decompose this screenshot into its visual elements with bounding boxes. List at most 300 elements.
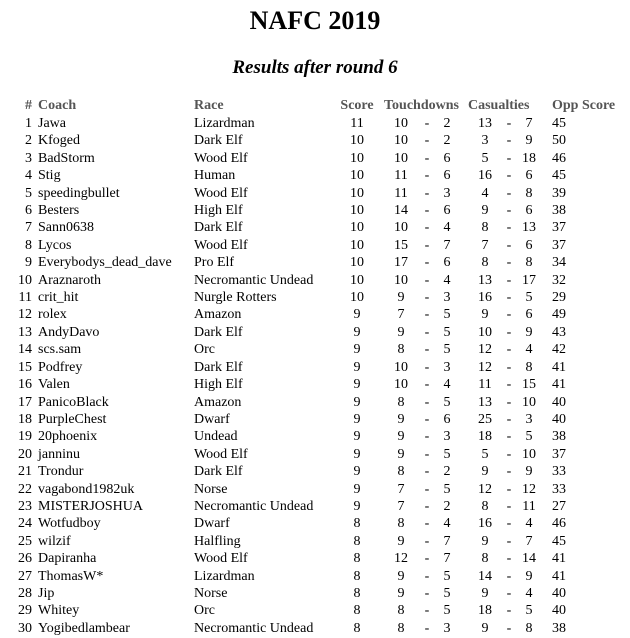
touchdowns-for-cell: 10: [394, 150, 408, 166]
score-cell: 9: [353, 307, 361, 323]
touchdowns-separator: -: [424, 568, 430, 584]
coach-cell: Besters: [38, 203, 80, 219]
casualties-against-cell: 14: [522, 551, 536, 567]
opp-score-cell: 32: [552, 272, 566, 288]
casualties-separator: -: [506, 255, 512, 271]
casualties-separator: -: [506, 359, 512, 375]
casualties-against-cell: 11: [522, 498, 536, 514]
touchdowns-for-cell: 9: [397, 290, 405, 306]
casualties-for-cell: 8: [481, 220, 489, 236]
casualties-separator: -: [506, 203, 512, 219]
touchdowns-against-cell: 3: [443, 620, 451, 636]
touchdowns-for-cell: 8: [397, 620, 405, 636]
race-cell: Wood Elf: [194, 551, 248, 567]
touchdowns-for-cell: 9: [397, 411, 405, 427]
casualties-separator: -: [506, 429, 512, 445]
touchdowns-against-cell: 5: [443, 446, 451, 462]
score-cell: 10: [350, 290, 364, 306]
race-cell: Wood Elf: [194, 237, 248, 253]
touchdowns-for-cell: 9: [397, 446, 405, 462]
table-row: [4, 411, 615, 428]
casualties-against-cell: 8: [525, 620, 533, 636]
casualties-for-cell: 10: [478, 324, 492, 340]
table-row: [4, 185, 615, 202]
rank-cell: 27: [18, 568, 32, 584]
casualties-against-cell: 6: [525, 307, 533, 323]
touchdowns-separator: -: [424, 185, 430, 201]
touchdowns-for-cell: 11: [394, 168, 408, 184]
touchdowns-against-cell: 4: [443, 516, 451, 532]
race-cell: Lizardman: [194, 116, 255, 131]
table-row: [4, 550, 615, 567]
coach-cell: Stig: [38, 168, 61, 184]
casualties-against-cell: 7: [525, 533, 533, 549]
header-score: Score: [340, 97, 374, 113]
table-row: [4, 289, 615, 306]
header-coach: Coach: [38, 97, 77, 113]
rank-cell: 15: [18, 359, 32, 375]
casualties-separator: -: [506, 116, 512, 131]
coach-cell: MISTERJOSHUA: [38, 498, 144, 514]
opp-score-cell: 40: [552, 394, 566, 410]
coach-cell: Jawa: [38, 116, 66, 131]
table-row: [4, 272, 615, 289]
coach-cell: Valen: [38, 377, 70, 393]
casualties-against-cell: 4: [525, 516, 533, 532]
touchdowns-against-cell: 5: [443, 481, 451, 497]
race-cell: Wood Elf: [194, 185, 248, 201]
opp-score-cell: 40: [552, 585, 566, 601]
table-row: [4, 202, 615, 219]
touchdowns-for-cell: 7: [397, 307, 405, 323]
touchdowns-for-cell: 9: [397, 429, 405, 445]
touchdowns-for-cell: 9: [397, 568, 405, 584]
casualties-for-cell: 12: [478, 481, 492, 497]
casualties-for-cell: 8: [481, 255, 489, 271]
race-cell: Dwarf: [194, 516, 230, 532]
table-row: [4, 515, 615, 532]
casualties-against-cell: 3: [525, 411, 533, 427]
casualties-against-cell: 4: [525, 585, 533, 601]
casualties-separator: -: [506, 516, 512, 532]
casualties-against-cell: 9: [525, 324, 533, 340]
header-opp-score: Opp Score: [552, 97, 616, 113]
opp-score-cell: 37: [552, 237, 566, 253]
coach-cell: Kfoged: [38, 133, 80, 149]
coach-cell: Sann0638: [38, 220, 94, 236]
score-cell: 9: [353, 498, 361, 514]
casualties-against-cell: 9: [525, 464, 533, 480]
coach-cell: rolex: [38, 307, 67, 323]
race-cell: Halfling: [194, 533, 241, 549]
score-cell: 10: [350, 150, 364, 166]
casualties-for-cell: 9: [481, 620, 489, 636]
rank-cell: 21: [18, 464, 32, 480]
casualties-against-cell: 5: [525, 429, 533, 445]
rank-cell: 20: [18, 446, 32, 462]
touchdowns-separator: -: [424, 533, 430, 549]
race-cell: Necromantic Undead: [194, 272, 314, 288]
opp-score-cell: 45: [552, 116, 566, 131]
table-row: [4, 219, 615, 236]
score-cell: 8: [353, 533, 361, 549]
opp-score-cell: 41: [552, 568, 566, 584]
casualties-for-cell: 16: [478, 516, 492, 532]
touchdowns-against-cell: 6: [443, 203, 451, 219]
touchdowns-against-cell: 6: [443, 255, 451, 271]
touchdowns-against-cell: 3: [443, 359, 451, 375]
score-cell: 9: [353, 481, 361, 497]
casualties-separator: -: [506, 377, 512, 393]
casualties-against-cell: 10: [522, 394, 536, 410]
score-cell: 10: [350, 168, 364, 184]
touchdowns-separator: -: [424, 516, 430, 532]
touchdowns-against-cell: 5: [443, 324, 451, 340]
coach-cell: speedingbullet: [38, 185, 120, 201]
opp-score-cell: 45: [552, 168, 566, 184]
touchdowns-separator: -: [424, 411, 430, 427]
score-cell: 9: [353, 411, 361, 427]
page-subtitle: Results after round 6: [232, 57, 398, 78]
touchdowns-against-cell: 5: [443, 307, 451, 323]
touchdowns-against-cell: 2: [443, 464, 451, 480]
casualties-separator: -: [506, 620, 512, 636]
touchdowns-separator: -: [424, 290, 430, 306]
touchdowns-separator: -: [424, 498, 430, 514]
touchdowns-separator: -: [424, 116, 430, 131]
casualties-against-cell: 13: [522, 220, 536, 236]
rank-cell: 13: [18, 324, 32, 340]
touchdowns-against-cell: 4: [443, 377, 451, 393]
touchdowns-for-cell: 8: [397, 394, 405, 410]
touchdowns-separator: -: [424, 220, 430, 236]
race-cell: Dark Elf: [194, 324, 243, 340]
table-row: [4, 132, 615, 149]
touchdowns-for-cell: 8: [397, 516, 405, 532]
casualties-against-cell: 12: [522, 481, 536, 497]
opp-score-cell: 39: [552, 185, 566, 201]
casualties-for-cell: 12: [478, 359, 492, 375]
touchdowns-separator: -: [424, 551, 430, 567]
touchdowns-for-cell: 8: [397, 464, 405, 480]
rank-cell: 23: [18, 498, 32, 514]
casualties-for-cell: 8: [481, 551, 489, 567]
touchdowns-for-cell: 8: [397, 342, 405, 358]
casualties-separator: -: [506, 481, 512, 497]
race-cell: Human: [194, 168, 236, 184]
race-cell: High Elf: [194, 377, 243, 393]
opp-score-cell: 45: [552, 533, 566, 549]
touchdowns-for-cell: 7: [397, 481, 405, 497]
touchdowns-for-cell: 8: [397, 603, 405, 619]
rank-cell: 25: [18, 533, 32, 549]
casualties-for-cell: 13: [478, 394, 492, 410]
coach-cell: Yogibedlambear: [38, 620, 130, 636]
touchdowns-against-cell: 2: [443, 116, 451, 131]
touchdowns-for-cell: 7: [397, 498, 405, 514]
coach-cell: wilzif: [38, 533, 71, 549]
table-row: [4, 359, 615, 376]
table-row: [4, 150, 615, 167]
coach-cell: 20phoenix: [38, 429, 98, 445]
rank-cell: 3: [25, 150, 32, 166]
coach-cell: Wotfudboy: [38, 516, 101, 532]
rank-cell: 17: [18, 394, 32, 410]
table-row: [4, 446, 615, 463]
casualties-against-cell: 7: [525, 116, 533, 131]
opp-score-cell: 41: [552, 551, 566, 567]
rank-cell: 4: [25, 168, 32, 184]
score-cell: 8: [353, 568, 361, 584]
casualties-for-cell: 5: [481, 150, 489, 166]
touchdowns-separator: -: [424, 324, 430, 340]
touchdowns-against-cell: 7: [443, 551, 451, 567]
casualties-for-cell: 18: [478, 603, 492, 619]
casualties-separator: -: [506, 150, 512, 166]
casualties-for-cell: 3: [481, 133, 489, 149]
race-cell: Dark Elf: [194, 133, 243, 149]
race-cell: Dark Elf: [194, 464, 243, 480]
casualties-separator: -: [506, 411, 512, 427]
score-cell: 8: [353, 516, 361, 532]
casualties-for-cell: 13: [478, 272, 492, 288]
touchdowns-separator: -: [424, 464, 430, 480]
opp-score-cell: 49: [552, 307, 566, 323]
table-row: [4, 481, 615, 498]
casualties-for-cell: 9: [481, 307, 489, 323]
opp-score-cell: 46: [552, 516, 566, 532]
casualties-separator: -: [506, 568, 512, 584]
coach-cell: vagabond1982uk: [38, 481, 135, 497]
touchdowns-for-cell: 10: [394, 359, 408, 375]
coach-cell: Whitey: [38, 603, 80, 619]
opp-score-cell: 34: [552, 255, 566, 271]
opp-score-cell: 40: [552, 411, 566, 427]
coach-cell: AndyDavo: [38, 324, 100, 340]
casualties-for-cell: 16: [478, 290, 492, 306]
race-cell: High Elf: [194, 203, 243, 219]
touchdowns-against-cell: 4: [443, 220, 451, 236]
touchdowns-separator: -: [424, 342, 430, 358]
opp-score-cell: 29: [552, 290, 566, 306]
casualties-for-cell: 9: [481, 533, 489, 549]
touchdowns-for-cell: 10: [394, 220, 408, 236]
header-touchdowns: Touchdowns: [384, 97, 459, 113]
touchdowns-against-cell: 5: [443, 342, 451, 358]
casualties-separator: -: [506, 324, 512, 340]
table-row: [4, 498, 615, 515]
casualties-separator: -: [506, 290, 512, 306]
touchdowns-separator: -: [424, 429, 430, 445]
touchdowns-for-cell: 10: [394, 133, 408, 149]
table-row: [4, 324, 615, 341]
race-cell: Norse: [194, 585, 228, 601]
opp-score-cell: 46: [552, 150, 566, 166]
coach-cell: ThomasW*: [38, 568, 104, 584]
race-cell: Amazon: [194, 394, 242, 410]
touchdowns-against-cell: 7: [443, 237, 451, 253]
table-row: [4, 237, 615, 254]
touchdowns-separator: -: [424, 237, 430, 253]
rank-cell: 14: [18, 342, 32, 358]
coach-cell: BadStorm: [38, 150, 95, 166]
score-cell: 10: [350, 133, 364, 149]
table-row: [4, 620, 615, 637]
page-title: NAFC 2019: [249, 6, 381, 35]
casualties-against-cell: 18: [522, 150, 536, 166]
touchdowns-against-cell: 6: [443, 411, 451, 427]
coach-cell: PanicoBlack: [38, 394, 109, 410]
casualties-separator: -: [506, 237, 512, 253]
touchdowns-for-cell: 10: [394, 116, 408, 131]
rank-cell: 18: [18, 411, 32, 427]
casualties-for-cell: 16: [478, 168, 492, 184]
touchdowns-separator: -: [424, 585, 430, 601]
casualties-for-cell: 11: [478, 377, 492, 393]
rank-cell: 12: [18, 307, 32, 323]
touchdowns-separator: -: [424, 394, 430, 410]
table-header-row: [4, 96, 615, 115]
casualties-separator: -: [506, 603, 512, 619]
opp-score-cell: 27: [552, 498, 566, 514]
opp-score-cell: 50: [552, 133, 566, 149]
table-row: [4, 341, 615, 358]
touchdowns-separator: -: [424, 255, 430, 271]
opp-score-cell: 43: [552, 324, 566, 340]
casualties-against-cell: 9: [525, 133, 533, 149]
casualties-against-cell: 17: [522, 272, 536, 288]
casualties-for-cell: 13: [478, 116, 492, 131]
score-cell: 10: [350, 185, 364, 201]
opp-score-cell: 37: [552, 220, 566, 236]
touchdowns-separator: -: [424, 272, 430, 288]
rank-cell: 9: [25, 255, 32, 271]
casualties-against-cell: 8: [525, 255, 533, 271]
table-row: [4, 585, 615, 602]
casualties-separator: -: [506, 551, 512, 567]
rank-cell: 1: [25, 116, 32, 131]
touchdowns-for-cell: 9: [397, 324, 405, 340]
touchdowns-separator: -: [424, 307, 430, 323]
score-cell: 9: [353, 377, 361, 393]
touchdowns-against-cell: 6: [443, 150, 451, 166]
race-cell: Wood Elf: [194, 446, 248, 462]
casualties-against-cell: 9: [525, 568, 533, 584]
touchdowns-for-cell: 15: [394, 237, 408, 253]
casualties-for-cell: 25: [478, 411, 492, 427]
coach-cell: Lycos: [38, 237, 72, 253]
casualties-against-cell: 6: [525, 237, 533, 253]
casualties-separator: -: [506, 133, 512, 149]
score-cell: 10: [350, 237, 364, 253]
coach-cell: Jip: [38, 585, 55, 601]
casualties-for-cell: 8: [481, 498, 489, 514]
casualties-against-cell: 5: [525, 603, 533, 619]
casualties-for-cell: 9: [481, 464, 489, 480]
race-cell: Pro Elf: [194, 255, 235, 271]
touchdowns-separator: -: [424, 359, 430, 375]
race-cell: Orc: [194, 603, 215, 619]
race-cell: Dwarf: [194, 411, 230, 427]
touchdowns-against-cell: 5: [443, 603, 451, 619]
opp-score-cell: 33: [552, 481, 566, 497]
score-cell: 8: [353, 620, 361, 636]
score-cell: 9: [353, 342, 361, 358]
touchdowns-against-cell: 4: [443, 272, 451, 288]
race-cell: Nurgle Rotters: [194, 290, 277, 306]
touchdowns-separator: -: [424, 150, 430, 166]
casualties-for-cell: 4: [481, 185, 489, 201]
score-cell: 9: [353, 394, 361, 410]
casualties-against-cell: 6: [525, 168, 533, 184]
touchdowns-against-cell: 3: [443, 290, 451, 306]
touchdowns-against-cell: 2: [443, 133, 451, 149]
table-row: [4, 428, 615, 445]
race-cell: Dark Elf: [194, 220, 243, 236]
rank-cell: 6: [25, 203, 32, 219]
touchdowns-separator: -: [424, 203, 430, 219]
casualties-separator: -: [506, 272, 512, 288]
casualties-for-cell: 18: [478, 429, 492, 445]
casualties-for-cell: 9: [481, 585, 489, 601]
table-row: [4, 533, 615, 550]
coach-cell: Podfrey: [38, 359, 83, 375]
touchdowns-against-cell: 3: [443, 429, 451, 445]
race-cell: Orc: [194, 342, 215, 358]
casualties-for-cell: 14: [478, 568, 492, 584]
touchdowns-separator: -: [424, 481, 430, 497]
opp-score-cell: 41: [552, 377, 566, 393]
rank-cell: 29: [18, 603, 32, 619]
touchdowns-against-cell: 5: [443, 585, 451, 601]
score-cell: 9: [353, 324, 361, 340]
casualties-for-cell: 9: [481, 203, 489, 219]
race-cell: Dark Elf: [194, 359, 243, 375]
score-cell: 9: [353, 429, 361, 445]
touchdowns-against-cell: 5: [443, 394, 451, 410]
casualties-separator: -: [506, 446, 512, 462]
rank-cell: 2: [25, 133, 32, 149]
touchdowns-against-cell: 2: [443, 498, 451, 514]
rank-cell: 26: [18, 551, 32, 567]
table-row: [4, 568, 615, 585]
table-row: [4, 463, 615, 480]
rank-cell: 16: [18, 377, 32, 393]
touchdowns-for-cell: 14: [394, 203, 408, 219]
casualties-against-cell: 10: [522, 446, 536, 462]
opp-score-cell: 40: [552, 603, 566, 619]
touchdowns-for-cell: 10: [394, 377, 408, 393]
race-cell: Wood Elf: [194, 150, 248, 166]
score-cell: 10: [350, 203, 364, 219]
opp-score-cell: 38: [552, 429, 566, 445]
casualties-separator: -: [506, 185, 512, 201]
rank-cell: 30: [18, 620, 32, 636]
touchdowns-separator: -: [424, 133, 430, 149]
coach-cell: Everybodys_dead_dave: [38, 255, 172, 271]
casualties-for-cell: 5: [481, 446, 489, 462]
touchdowns-for-cell: 9: [397, 533, 405, 549]
results-table: [4, 96, 615, 637]
race-cell: Necromantic Undead: [194, 620, 314, 636]
table-row: [4, 306, 615, 323]
casualties-separator: -: [506, 498, 512, 514]
header-casualties: Casualties: [468, 97, 530, 113]
opp-score-cell: 38: [552, 203, 566, 219]
score-cell: 9: [353, 359, 361, 375]
casualties-for-cell: 7: [481, 237, 489, 253]
race-cell: Amazon: [194, 307, 242, 323]
